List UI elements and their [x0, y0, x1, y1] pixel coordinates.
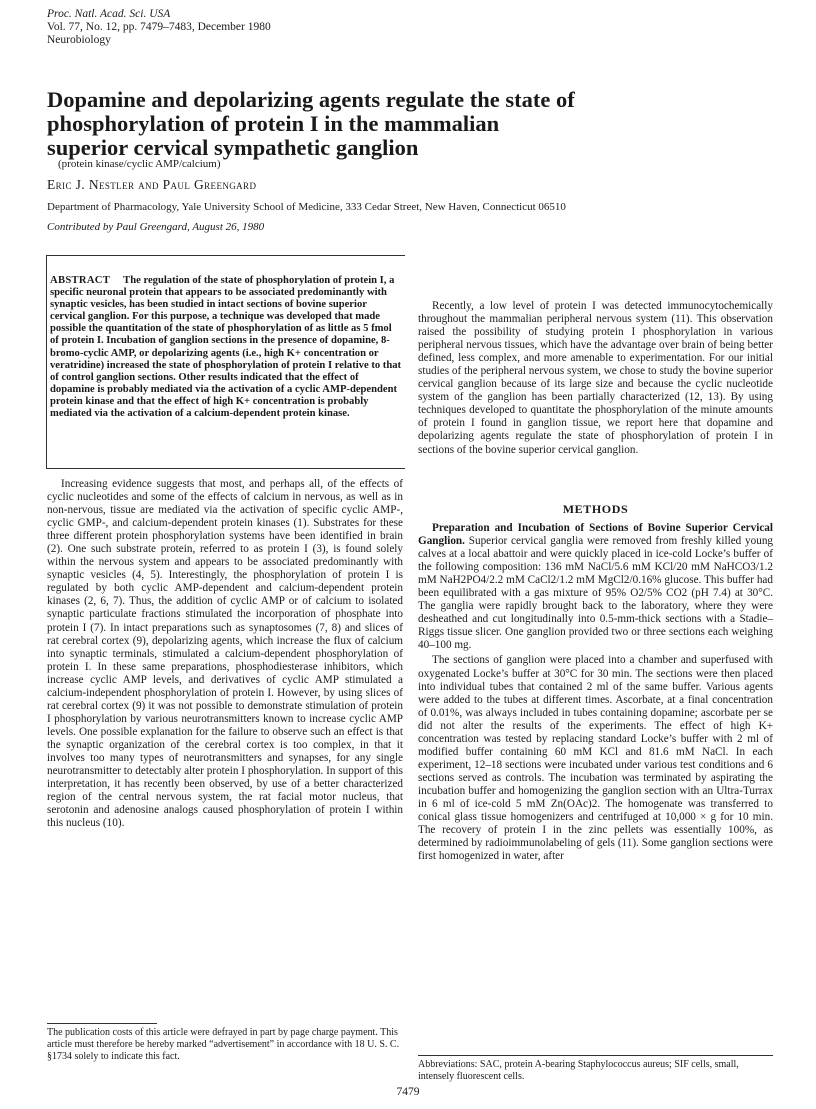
abstract-body: The regulation of the state of phosphorylation of protein I, a specific neuronal protein that appears to be associated predominantly with synaptic vesicles, has been studied in intact sections of bovine superior cervical ganglion. For this purpose, a technique was developed that made possible the quantitation of the state of phosphorylation of as little as 5 fmol of protein I. Incubation of ganglion sections in the presence of dopamine, 8-bromo-cyclic AMP, or depolarizing agents (i.e., high K+ concentration or veratridine) increased the state of phosphorylation of protein I relative to that of control ganglion sections. Other results indicated that the effect of dopamine is probably mediated via the activation of a cyclic AMP-dependent protein kinase and that the effect of high K+ concentration is probably mediated via the activation of a calcium-dependent protein kinase. [50, 275, 402, 420]
abstract-label: ABSTRACT [50, 275, 111, 286]
title-line: Dopamine and depolarizing agents regulate the state of [47, 87, 575, 112]
keywords: (protein kinase/cyclic AMP/calcium) [58, 158, 221, 170]
title-line: phosphorylation of protein I in the mammalian [47, 111, 500, 136]
methods-section [418, 522, 773, 863]
authors: Eric J. Nestler and Paul Greengard [47, 177, 257, 192]
methods-paragraph-1 [418, 522, 773, 652]
abstract [50, 275, 402, 420]
methods-heading: METHODS [562, 502, 629, 516]
journal-volume: Vol. 77, No. 12, pp. 7479–7483, December 1980 [47, 21, 271, 33]
methods-paragraph-2: The sections of ganglion were placed into a chamber and superfused with oxygenated Locke’s buffer at 30°C for 30 min. The sections were then placed into individual tubes that contained 2 ml of the same buffer. Various agents were added to the tubes at different times. Ascorbate, at a final concentration of 0.01%, was always included in tubes containing dopamine; ascorbate per se did not alter the results of the experiments. The effect of high K+ concentration was tested by replacing standard Locke’s buffer with 2 ml of modified buffer containing 60 mM KCl and 81.6 mM NaCl. In each experiment, 12–18 sections were incubated under various test conditions and 6 sections served as controls. The incubation was terminated by aspirating the incubation buffer and homogenizing the ganglion section with an Ultra-Turrax in 6 ml of ice-cold 5 mM Zn(OAc)2. The homogenate was transferred to conical glass tissue homogenizers and centrifuged at 10,000 × g for 10 min. The recovery of protein I in the zinc pellets was essentially 100%, as determined by radioimmunolabeling of gels (11). Some ganglion sections were first homogenized in water, after [418, 654, 773, 863]
methods-paragraph-1-text: Superior cervical ganglia were removed from freshly killed young calves at a local abattoir and were quickly placed in ice-cold Locke’s buffer of the following composition: 136 mM NaCl/5.6 mM KCl/20 mM NaHCO3/1.2 mM NaH2PO4/2.2 mM CaCl2/1.2 mM MgCl2/0.16% glucose. This buffer had been equilibrated with a gas mixture of 95% O2/5% CO2 (pH 7.4) at 30°C. The ganglia were rapidly brought back to the laboratory, where they were desheathed and cut longitudinally into 0.5-mm-thick sections with a Stadie–Riggs tissue slicer. One ganglion provided two or three sections each weighing 40–100 mg. [418, 535, 774, 652]
publication-footnote: The publication costs of this article were defrayed in part by page charge payment. This article must therefore be hereby marked “advertisement” in accordance with 18 U. S. C. §1734 solely to indicate this fact. [47, 1027, 400, 1062]
contributed-by: Contributed by Paul Greengard, August 26, 1980 [47, 221, 265, 233]
title-line: superior cervical sympathetic ganglion [47, 135, 419, 160]
intro-paragraph: Increasing evidence suggests that most, and perhaps all, of the effects of cyclic nucleotides and some of the effects of calcium in nervous, as well as in non-nervous, tissue are mediated via the activation of specific cyclic AMP-, cyclic GMP-, and calcium-dependent protein kinases (1). Substrates for these three different protein phosphorylation systems have been identified in brain (2). One such substrate protein, referred to as protein I (3), is found solely within the nervous system and appears to be associated predominantly with synaptic vesicles (4, 5). Interestingly, the phosphorylation of protein I is regulated by both cyclic AMP-dependent and calcium-dependent protein kinases (2, 6, 7). Thus, the addition of cyclic AMP or of calcium to isolated synaptic particulate fractions stimulated the incorporation of phosphate into protein I (7). In intact preparations such as synaptosomes (7, 8) and slices of rat cerebral cortex (9), depolarizing agents, which increase the flux of calcium into synaptic terminals, stimulated a calcium-dependent phosphorylation of protein I. In these same preparations, phosphodiesterase inhibitors, which increase cyclic AMP levels, and derivatives of cyclic AMP stimulated a calcium-independent phosphorylation of protein I. However, by using slices of rat cerebral cortex (9) it was not possible to demonstrate stimulation of protein I phosphorylation by various neurotransmitters known to increase cyclic AMP levels. One possible explanation for the failure to observe such an effect is that the synaptic organization of the cerebral cortex is too complex, in that it involves too many types of neurotransmitters and synapses, for any single neurotransmitter to detectably alter protein I phosphorylation. In support of this interpretation, it has recently been observed, by use of a better characterized region of the central nervous system, the rat facial motor nucleus, that serotonin and adenosine analogs caused phosphorylation of protein I within this nucleus (10). [47, 478, 403, 830]
footnote-divider [47, 1023, 157, 1024]
abbreviations-divider [418, 1055, 773, 1056]
journal-name: Proc. Natl. Acad. Sci. USA [47, 8, 171, 20]
left-column [47, 478, 403, 830]
journal-section: Neurobiology [47, 34, 111, 46]
abbreviations-footnote: Abbreviations: SAC, protein A-bearing Staphylococcus aureus; SIF cells, small, intensely fluorescent cells. [418, 1059, 739, 1082]
journal-header [47, 8, 271, 47]
article-title [47, 88, 767, 160]
affiliation: Department of Pharmacology, Yale University School of Medicine, 333 Cedar Street, New Haven, Connecticut 06510 [47, 201, 566, 213]
page-number: 7479 [396, 1086, 420, 1098]
right-column-intro [418, 300, 773, 457]
intro-paragraph-2: Recently, a low level of protein I was detected immunocytochemically throughout the mammalian peripheral nervous system (11). This observation raised the possibility of studying protein I phosphorylation in various peripheral nervous tissues, which have the advantage over brain of being better defined, less complex, and more amenable to experimentation. For our initial studies of the peripheral nervous system, we chose to study the bovine superior cervical ganglion because of its large size and because the cyclic nucleotide system of the ganglion has been partially characterized (12, 13). By using techniques developed to quantitate the phosphorylation of the minute amounts of protein I found in ganglion tissue, we report here that dopamine and depolarizing agents regulate the state of phosphorylation of protein I in sections of the bovine superior cervical ganglion. [418, 300, 773, 456]
methods-subheading: Preparation and Incubation of Sections of Bovine Superior Cervical Ganglion. [418, 522, 773, 548]
